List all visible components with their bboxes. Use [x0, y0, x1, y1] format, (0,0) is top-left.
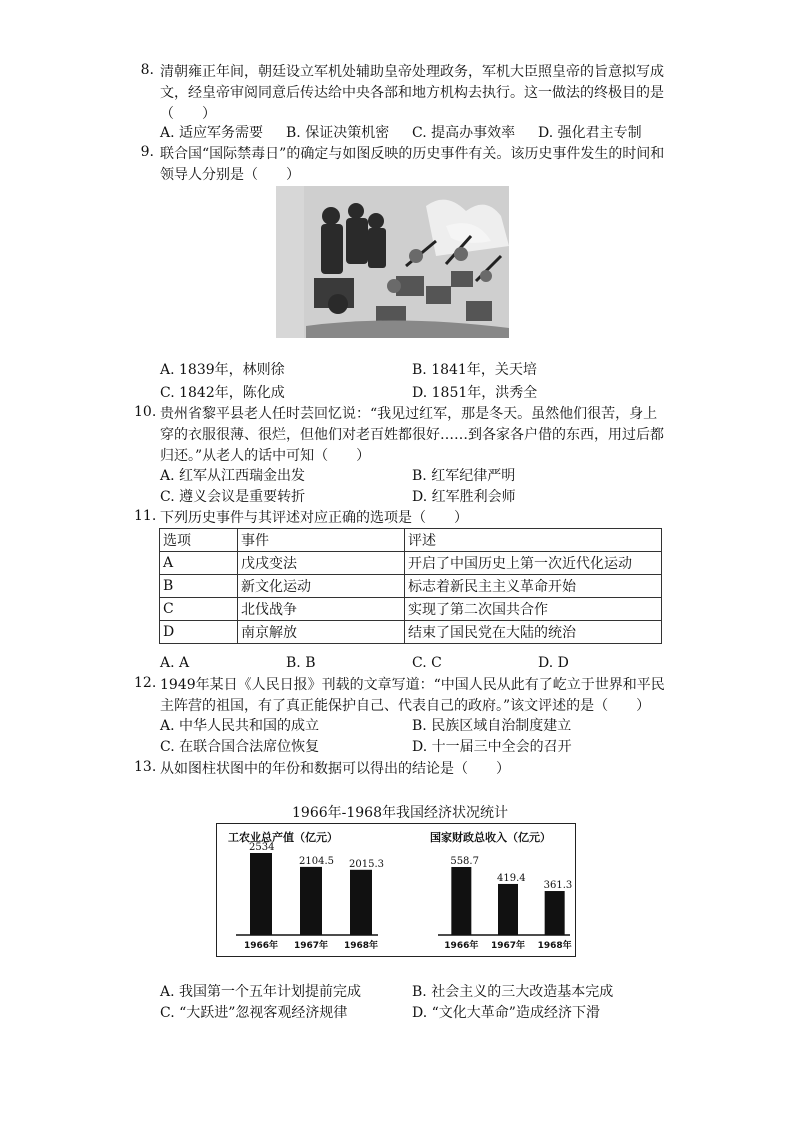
bar [250, 853, 272, 935]
humen-opium-burning-illustration [276, 186, 509, 338]
question-stem: 下列历史事件与其评述对应正确的选项是（ ） [160, 510, 468, 526]
option-d[interactable]: D. 强化君主专制 [538, 125, 642, 141]
bar-value-label: 361.3 [543, 880, 573, 892]
question-number: 13. [134, 759, 157, 775]
table-cell: 南京解放 [238, 621, 405, 644]
option-b[interactable]: B. 社会主义的三大改造基本完成 [412, 984, 614, 1000]
option-a[interactable]: A. A [160, 655, 190, 671]
chart-title: 1966年-1968年我国经济状况统计 [292, 805, 508, 821]
table-cell: 戊戌变法 [238, 552, 405, 575]
question-stem: 从如图柱状图中的年份和数据可以得出的结论是（ ） [160, 761, 510, 777]
table-cell: D [160, 621, 238, 644]
option-c[interactable]: C. 在联合国合法席位恢复 [160, 739, 320, 755]
bar-value-label: 419.4 [497, 872, 526, 884]
bar [545, 891, 565, 935]
table-row [160, 575, 662, 598]
question-number: 8. [140, 62, 154, 78]
bar-value-label: 2015.3 [349, 858, 384, 870]
table-row [160, 621, 662, 644]
question-stem: 联合国“国际禁毒日”的确定与如图反映的历史事件有关。该历史事件发生的时间和领导人分别是（ ） [160, 146, 665, 183]
option-a[interactable]: A. 适应军务需要 [160, 125, 264, 141]
option-a[interactable]: A. 1839年，林则徐 [160, 362, 285, 378]
option-c[interactable]: C. 1842年，陈化成 [160, 385, 285, 401]
option-a[interactable]: A. 红军从江西瑞金出发 [160, 468, 306, 484]
table-cell: 北伐战争 [238, 598, 405, 621]
table-row [160, 552, 662, 575]
category-label: 1967年 [490, 941, 526, 951]
events-table [159, 528, 662, 644]
bar [498, 884, 518, 935]
table-header-cell: 选项 [160, 529, 238, 552]
option-d[interactable]: D. D [538, 655, 569, 671]
option-a[interactable]: A. 中华人民共和国的成立 [160, 718, 320, 734]
category-label: 1968年 [537, 941, 572, 951]
option-b[interactable]: B. 1841年，关天培 [412, 362, 537, 378]
option-d[interactable]: D. 十一届三中全会的召开 [412, 739, 572, 755]
option-b[interactable]: B. B [286, 655, 316, 671]
bar-value-label: 558.7 [450, 856, 479, 867]
table-header-cell: 事件 [238, 529, 405, 552]
category-label: 1967年 [293, 941, 329, 951]
question-number: 11. [134, 508, 157, 524]
table-cell: 新文化运动 [238, 575, 405, 598]
economy-bar-chart [216, 823, 576, 957]
bar-value-label: 2534 [249, 842, 275, 853]
category-label: 1966年 [243, 941, 279, 951]
bar [300, 867, 322, 935]
option-c[interactable]: C. “大跃进”忽视客观经济规律 [160, 1005, 348, 1021]
option-b[interactable]: B. 红军纪律严明 [412, 468, 516, 484]
question-number: 10. [134, 404, 157, 420]
table-cell: B [160, 575, 238, 598]
panel-label: 工农业总产值（亿元） [228, 831, 338, 844]
option-d[interactable]: D. “文化大革命”造成经济下滑 [412, 1005, 600, 1021]
question-stem: 清朝雍正年间，朝廷设立军机处辅助皇帝处理政务，军机大臣照皇帝的旨意拟写成文，经皇帝审阅同意后传达给中央各部和地方机构去执行。这一做法的终极目的是（ ） [160, 64, 664, 122]
option-d[interactable]: D. 红军胜利会师 [412, 489, 516, 505]
question-number: 12. [134, 675, 157, 691]
option-c[interactable]: C. 提高办事效率 [412, 125, 516, 141]
table-cell: 结束了国民党在大陆的统治 [405, 621, 662, 644]
table-cell: 开启了中国历史上第一次近代化运动 [405, 552, 662, 575]
bar [451, 867, 471, 935]
question-number: 9. [140, 144, 154, 160]
category-label: 1968年 [343, 941, 379, 951]
panel-label: 国家财政总收入（亿元） [430, 831, 551, 844]
table-row [160, 598, 662, 621]
table-cell: A [160, 552, 238, 575]
option-c[interactable]: C. C [412, 655, 442, 671]
question-stem: 1949年某日《人民日报》刊载的文章写道：“中国人民从此有了屹立于世界和平民主阵营的祖国，有了真正能保护自己、代表自己的政府。”该文评述的是（ ） [160, 677, 665, 714]
bar-value-label: 2104.5 [299, 855, 334, 867]
table-header-cell: 评述 [405, 529, 662, 552]
table-cell: 实现了第二次国共合作 [405, 598, 662, 621]
bar [350, 870, 372, 935]
option-d[interactable]: D. 1851年，洪秀全 [412, 385, 538, 401]
table-header-row [160, 529, 662, 552]
category-label: 1966年 [444, 941, 479, 951]
option-b[interactable]: B. 保证决策机密 [286, 125, 390, 141]
question-stem: 贵州省黎平县老人任时芸回忆说：“我见过红军，那是冬天。虽然他们很苦，身上穿的衣服很薄、很烂，但他们对老百姓都很好……到各家各户借的东西，用过后都归还。”从老人的话中可知（ ） [160, 406, 664, 464]
table-cell: C [160, 598, 238, 621]
option-a[interactable]: A. 我国第一个五年计划提前完成 [160, 984, 362, 1000]
table-cell: 标志着新民主主义革命开始 [405, 575, 662, 598]
option-b[interactable]: B. 民族区域自治制度建立 [412, 718, 572, 734]
option-c[interactable]: C. 遵义会议是重要转折 [160, 489, 306, 505]
